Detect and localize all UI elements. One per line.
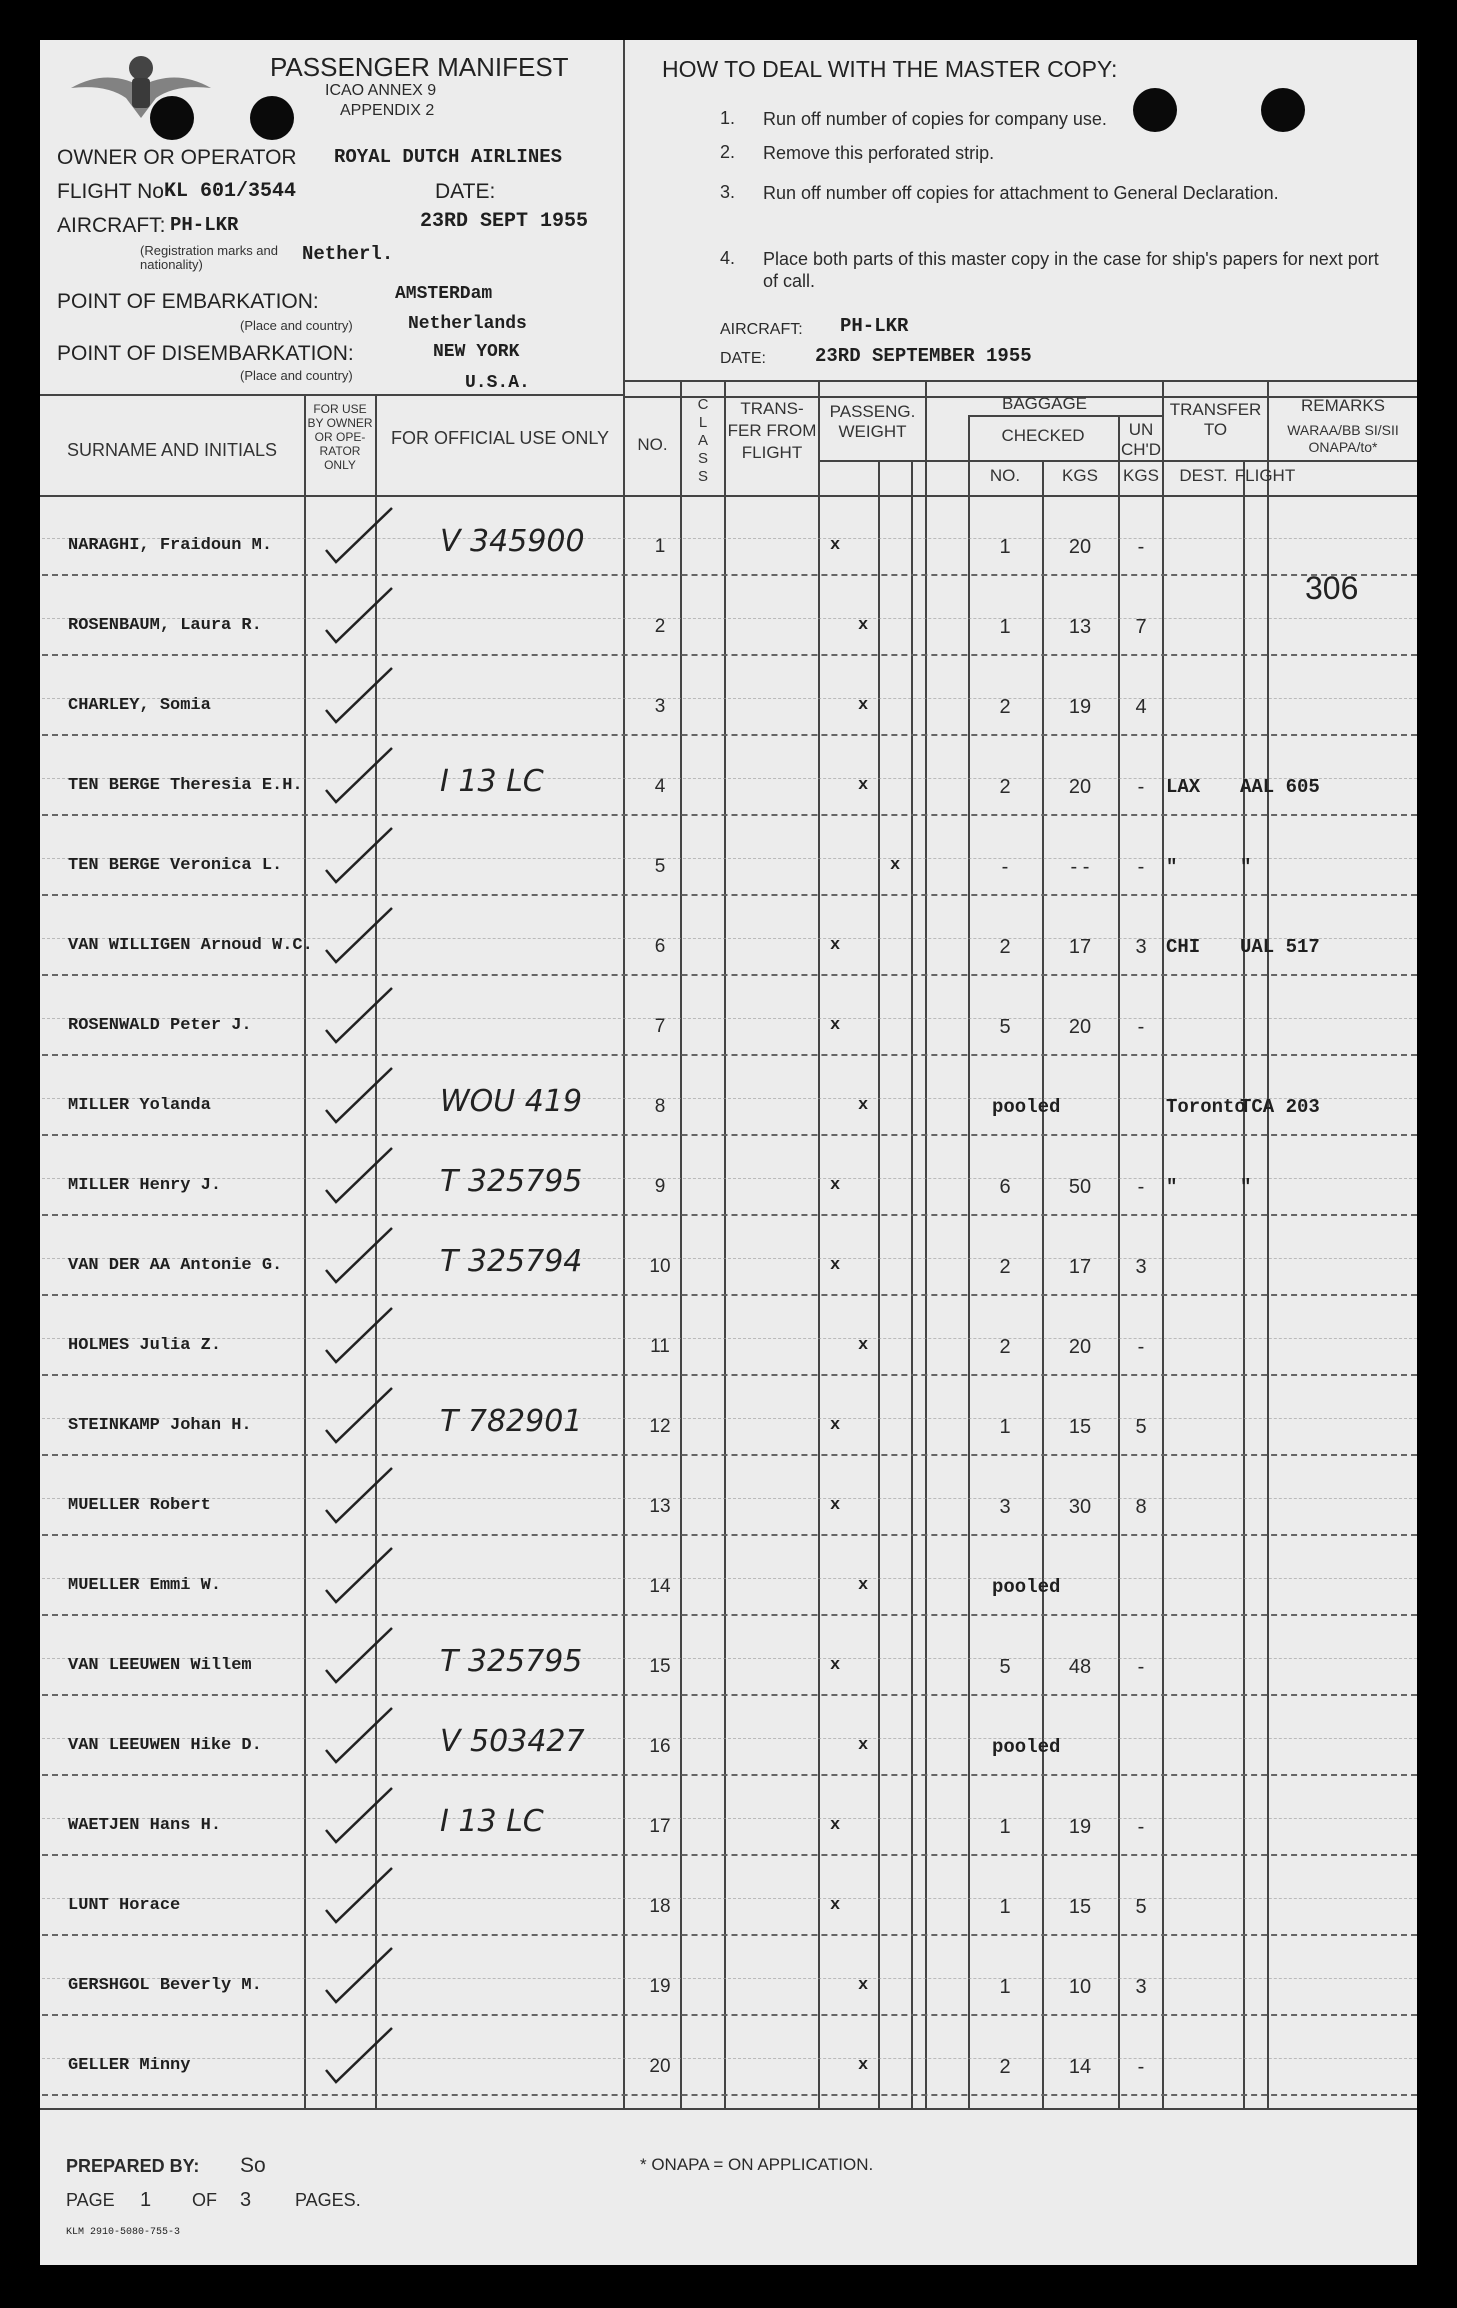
unchecked-kgs: 5 — [1135, 1896, 1147, 1918]
form-code: KLM 2910-5080-755-3 — [66, 2227, 181, 2238]
passenger-name: WAETJEN Hans H. — [68, 1816, 222, 1835]
row-number: 7 — [654, 1016, 666, 1037]
column-divider — [1243, 460, 1245, 2108]
header-passeng-weight: PASSENG. WEIGHT — [829, 402, 916, 441]
disembarkation-country: U.S.A. — [465, 373, 530, 393]
official-entry: I 13 LC — [440, 764, 544, 799]
transfer-flight: UAL 517 — [1240, 936, 1320, 958]
row-number: 10 — [649, 1256, 671, 1277]
of-label: OF — [192, 2190, 217, 2210]
unchecked-kgs: 8 — [1135, 1496, 1147, 1518]
unchecked-kgs: 3 — [1135, 1256, 1147, 1278]
baggage-no: 1 — [999, 1816, 1011, 1838]
passenger-name: LUNT Horace — [68, 1896, 181, 1915]
baggage-no: 1 — [999, 616, 1011, 638]
official-entry: V 345900 — [440, 524, 585, 559]
baggage-kgs: 15 — [1068, 1416, 1092, 1438]
check-mark-icon — [320, 1702, 410, 1772]
baggage-kgs: 48 — [1068, 1656, 1092, 1678]
check-mark-icon — [320, 2022, 410, 2092]
embarkation-value: AMSTERDam — [395, 284, 493, 304]
column-divider — [304, 396, 306, 2108]
check-mark-icon — [320, 1302, 410, 1372]
pages-label: PAGES. — [295, 2190, 361, 2210]
header-checked-no: NO. — [989, 466, 1021, 485]
passenger-name: TEN BERGE Veronica L. — [68, 856, 283, 875]
column-divider — [680, 380, 682, 2108]
passenger-name: NARAGHI, Fraidoun M. — [68, 536, 273, 555]
header-transfer-from: TRANS-FER FROM FLIGHT — [727, 399, 817, 462]
weight-mark: x — [858, 696, 869, 715]
official-entry: T 325795 — [440, 1644, 583, 1679]
passenger-name: VAN WILLIGEN Arnoud W.C. — [68, 936, 313, 955]
weight-mark: x — [830, 1416, 841, 1435]
check-mark-icon — [320, 1942, 410, 2012]
header-no: NO. — [637, 435, 668, 454]
transfer-dest: " — [1166, 1176, 1178, 1198]
unchecked-kgs: 3 — [1135, 936, 1147, 958]
stamp-number: 306 — [1305, 570, 1359, 606]
row-divider — [42, 734, 1417, 736]
manifest-page — [40, 40, 1417, 2265]
passenger-name: MUELLER Emmi W. — [68, 1576, 222, 1595]
row-number: 4 — [654, 776, 666, 797]
check-mark-icon — [320, 1142, 410, 1212]
header-official: FOR OFFICIAL USE ONLY — [390, 428, 610, 448]
row-divider — [42, 1454, 1417, 1456]
row-divider — [42, 814, 1417, 816]
weight-mark: x — [858, 1976, 869, 1995]
embarkation-label: POINT OF EMBARKATION: — [57, 290, 319, 313]
check-mark-icon — [320, 1382, 410, 1452]
check-mark-icon — [320, 662, 410, 732]
baggage-pooled: pooled — [992, 1096, 1061, 1118]
unchecked-kgs: - — [1137, 776, 1145, 798]
header-unchd-kgs: KGS — [1123, 466, 1159, 485]
weight-mark: x — [858, 1736, 869, 1755]
instruction-text: Run off number off copies for attachment to General Declaration. — [763, 183, 1279, 203]
column-divider — [818, 380, 820, 2108]
baggage-pooled: pooled — [992, 1736, 1061, 1758]
column-divider — [623, 380, 625, 2108]
place-country-note-2: (Place and country) — [240, 368, 353, 383]
row-divider — [42, 1134, 1417, 1136]
column-divider — [925, 380, 927, 2108]
official-entry: V 503427 — [440, 1724, 585, 1759]
check-mark-icon — [320, 822, 410, 892]
weight-mark: x — [858, 1096, 869, 1115]
baggage-pooled: pooled — [992, 1576, 1061, 1598]
transfer-dest: LAX — [1166, 776, 1201, 798]
row-divider — [42, 1774, 1417, 1776]
baggage-no: 3 — [999, 1496, 1011, 1518]
header-owner-use: FOR USE BY OWNER OR OPE-RATOR ONLY — [307, 402, 373, 472]
weight-mark: x — [830, 1176, 841, 1195]
official-entry: T 325794 — [440, 1244, 583, 1279]
check-mark-icon — [320, 1862, 410, 1932]
passenger-name: MUELLER Robert — [68, 1496, 211, 1515]
weight-mark: x — [890, 856, 901, 875]
registration-note: (Registration marks and nationality) — [140, 243, 278, 272]
check-mark-icon — [320, 902, 410, 972]
prepared-by-label: PREPARED BY: — [66, 2156, 200, 2176]
row-guide — [42, 1818, 1417, 1819]
row-guide — [42, 1498, 1417, 1499]
passenger-name: CHARLEY, Somia — [68, 696, 211, 715]
baggage-no: 2 — [999, 1256, 1011, 1278]
disembarkation-value: NEW YORK — [433, 342, 520, 362]
weight-mark: x — [830, 1896, 841, 1915]
baggage-no: 2 — [999, 2056, 1011, 2078]
official-entry: I 13 LC — [440, 1804, 544, 1839]
baggage-kgs: 19 — [1068, 1816, 1092, 1838]
baggage-no: - — [1001, 856, 1009, 878]
row-divider — [42, 1934, 1417, 1936]
passenger-name: VAN LEEUWEN Willem — [68, 1656, 252, 1675]
right-date-label: DATE: — [720, 350, 766, 367]
passenger-name: ROSENWALD Peter J. — [68, 1016, 252, 1035]
baggage-kgs: 17 — [1068, 936, 1092, 958]
row-divider — [42, 1614, 1417, 1616]
prepared-by-value: So — [240, 2154, 266, 2177]
unchecked-kgs: - — [1137, 856, 1145, 878]
passenger-name: ROSENBAUM, Laura R. — [68, 616, 262, 635]
row-number: 6 — [654, 936, 666, 957]
row-divider — [42, 1534, 1417, 1536]
column-divider — [1162, 380, 1164, 2108]
aircraft-label: AIRCRAFT: — [57, 214, 166, 237]
weight-mark: x — [830, 536, 841, 555]
header-checked-kgs: KGS — [1062, 466, 1098, 485]
unchecked-kgs: 5 — [1135, 1416, 1147, 1438]
check-mark-icon — [320, 1622, 410, 1692]
baggage-kgs: 10 — [1068, 1976, 1092, 1998]
nationality-value: Netherl. — [302, 243, 394, 265]
date-label: DATE: — [435, 180, 496, 203]
row-guide — [42, 1898, 1417, 1899]
weight-mark: x — [830, 1496, 841, 1515]
baggage-kgs: 15 — [1068, 1896, 1092, 1918]
row-number: 11 — [650, 1336, 670, 1357]
official-entry: WOU 419 — [440, 1084, 583, 1119]
column-divider — [911, 460, 913, 2108]
check-mark-icon — [320, 502, 410, 572]
header-remarks-sub: WARAA/BB SI/SII ONAPA/to* — [1287, 422, 1399, 455]
baggage-kgs: 50 — [1068, 1176, 1092, 1198]
row-number: 2 — [654, 616, 666, 637]
baggage-no: 2 — [999, 936, 1011, 958]
weight-mark: x — [830, 1816, 841, 1835]
row-number: 1 — [654, 536, 666, 557]
row-divider — [42, 574, 1417, 576]
row-number: 3 — [654, 696, 666, 717]
right-aircraft-value: PH-LKR — [840, 315, 909, 337]
weight-mark: x — [830, 1016, 841, 1035]
baggage-kgs: 14 — [1068, 2056, 1092, 2078]
row-guide — [42, 1578, 1417, 1579]
instruction-text: Run off number of copies for company use. — [763, 109, 1107, 129]
passenger-name: GELLER Minny — [68, 2056, 191, 2075]
baggage-kgs: 30 — [1068, 1496, 1092, 1518]
check-mark-icon — [320, 982, 410, 1052]
flight-value: KL 601/3544 — [164, 180, 297, 203]
column-divider — [878, 460, 880, 2108]
date-value: 23RD SEPT 1955 — [420, 210, 589, 233]
row-divider — [42, 1294, 1417, 1296]
weight-mark: x — [858, 1576, 869, 1595]
baggage-kgs: - - — [1070, 856, 1090, 878]
baggage-kgs: 20 — [1068, 1336, 1092, 1358]
passenger-name: TEN BERGE Theresia E.H. — [68, 776, 303, 795]
baggage-kgs: 13 — [1068, 616, 1092, 638]
instruction-text: Remove this perforated strip. — [763, 143, 995, 163]
weight-mark: x — [830, 936, 841, 955]
transfer-dest: CHI — [1166, 936, 1201, 958]
unchecked-kgs: - — [1137, 2056, 1145, 2078]
baggage-no: 5 — [999, 1016, 1011, 1038]
table-header-bottom-rule — [40, 495, 1417, 497]
table-bottom-rule — [40, 2108, 1417, 2110]
baggage-no: 1 — [999, 536, 1011, 558]
transfer-flight: " — [1240, 856, 1252, 878]
row-number: 12 — [649, 1416, 671, 1437]
baggage-no: 2 — [999, 696, 1011, 718]
weight-mark: x — [858, 2056, 869, 2075]
disembarkation-label: POINT OF DISEMBARKATION: — [57, 342, 354, 365]
column-divider — [724, 380, 726, 2108]
unchecked-kgs: 3 — [1135, 1976, 1147, 1998]
baggage-no: 2 — [999, 776, 1011, 798]
owner-label: OWNER OR OPERATOR — [57, 146, 297, 169]
row-number: 16 — [649, 1736, 671, 1757]
baggage-no: 2 — [999, 1336, 1011, 1358]
row-divider — [42, 1694, 1417, 1696]
row-number: 9 — [654, 1176, 666, 1197]
header-baggage: BAGGAGE — [1001, 394, 1088, 413]
row-number: 18 — [649, 1896, 671, 1917]
transfer-dest: Toronto — [1166, 1096, 1246, 1118]
check-mark-icon — [320, 1062, 410, 1132]
unchecked-kgs: - — [1137, 1816, 1145, 1838]
header-checked: CHECKED — [1001, 426, 1085, 445]
row-number: 5 — [654, 856, 666, 877]
column-divider — [1267, 380, 1269, 2108]
passenger-name: STEINKAMP Johan H. — [68, 1416, 252, 1435]
place-country-note: (Place and country) — [240, 318, 353, 333]
baggage-sub-rule — [968, 415, 1162, 417]
row-guide — [42, 1178, 1417, 1179]
header-transfer-to: TRANSFER TO — [1169, 400, 1262, 439]
icao-annex: ICAO ANNEX 9 — [325, 82, 437, 99]
header-dest: DEST. — [1179, 466, 1228, 485]
row-divider — [42, 894, 1417, 896]
passenger-name: HOLMES Julia Z. — [68, 1336, 222, 1355]
row-number: 15 — [649, 1656, 671, 1677]
unchecked-kgs: 4 — [1135, 696, 1147, 718]
passenger-name: VAN DER AA Antonie G. — [68, 1256, 283, 1275]
baggage-no: 1 — [999, 1896, 1011, 1918]
sub-header-rule — [818, 460, 1417, 462]
check-mark-icon — [320, 1222, 410, 1292]
header-unchd: UN CH'D — [1120, 420, 1162, 459]
flight-label: FLIGHT No — [57, 180, 164, 203]
page-label: PAGE — [66, 2190, 115, 2210]
page-value: 1 — [140, 2189, 152, 2211]
transfer-dest: " — [1166, 856, 1178, 878]
unchecked-kgs: - — [1137, 536, 1145, 558]
baggage-no: 5 — [999, 1656, 1011, 1678]
official-entry: T 325795 — [440, 1164, 583, 1199]
baggage-kgs: 17 — [1068, 1256, 1092, 1278]
instruction-number: 3. — [720, 182, 736, 202]
baggage-no: 1 — [999, 1416, 1011, 1438]
check-mark-icon — [320, 582, 410, 652]
unchecked-kgs: - — [1137, 1176, 1145, 1198]
aircraft-value: PH-LKR — [170, 214, 239, 236]
weight-mark: x — [858, 1336, 869, 1355]
baggage-kgs: 20 — [1068, 1016, 1092, 1038]
row-divider — [42, 2014, 1417, 2016]
row-guide — [42, 698, 1417, 699]
transfer-flight: TCA 203 — [1240, 1096, 1320, 1118]
of-value: 3 — [240, 2189, 252, 2211]
header-surname: SURNAME AND INITIALS — [66, 440, 278, 460]
row-number: 17 — [649, 1816, 671, 1837]
onapa-note: * ONAPA = ON APPLICATION. — [640, 2155, 874, 2174]
row-number: 14 — [649, 1576, 671, 1597]
check-mark-icon — [320, 742, 410, 812]
weight-mark: x — [830, 1256, 841, 1275]
passenger-table — [40, 40, 1417, 2265]
unchecked-kgs: - — [1137, 1336, 1145, 1358]
row-divider — [42, 1214, 1417, 1216]
baggage-kgs: 19 — [1068, 696, 1092, 718]
row-divider — [42, 1854, 1417, 1856]
header-remarks: REMARKS — [1300, 396, 1386, 415]
transfer-flight: " — [1240, 1176, 1252, 1198]
instructions-title: HOW TO DEAL WITH THE MASTER COPY: — [662, 56, 1118, 82]
weight-mark: x — [830, 1656, 841, 1675]
owner-value: ROYAL DUTCH AIRLINES — [334, 146, 563, 168]
row-divider — [42, 1374, 1417, 1376]
instruction-number: 4. — [720, 248, 736, 268]
right-aircraft-label: AIRCRAFT: — [720, 321, 803, 338]
row-number: 8 — [654, 1096, 666, 1117]
row-divider — [42, 974, 1417, 976]
row-divider — [42, 2094, 1417, 2096]
row-number: 19 — [649, 1976, 671, 1997]
official-entry: T 782901 — [440, 1404, 583, 1439]
passenger-name: MILLER Henry J. — [68, 1176, 222, 1195]
row-number: 20 — [649, 2056, 671, 2077]
baggage-kgs: 20 — [1068, 536, 1092, 558]
unchecked-kgs: 7 — [1135, 616, 1147, 638]
header-flight-label: FLIGHT — [1234, 466, 1296, 485]
baggage-kgs: 20 — [1068, 776, 1092, 798]
check-mark-icon — [320, 1542, 410, 1612]
passenger-name: VAN LEEUWEN Hike D. — [68, 1736, 262, 1755]
check-mark-icon — [320, 1782, 410, 1852]
instruction-number: 2. — [720, 142, 736, 162]
row-number: 13 — [649, 1496, 671, 1517]
right-date-value: 23RD SEPTEMBER 1955 — [815, 345, 1032, 367]
weight-mark: x — [858, 776, 869, 795]
instruction-number: 1. — [720, 108, 736, 128]
header-class: CLASS — [697, 396, 709, 485]
baggage-no: 1 — [999, 1976, 1011, 1998]
row-divider — [42, 654, 1417, 656]
transfer-flight: AAL 605 — [1240, 776, 1320, 798]
appendix: APPENDIX 2 — [340, 102, 435, 119]
passenger-name: MILLER Yolanda — [68, 1096, 211, 1115]
manifest-title: PASSENGER MANIFEST — [270, 52, 569, 82]
unchecked-kgs: - — [1137, 1656, 1145, 1678]
baggage-no: 6 — [999, 1176, 1011, 1198]
check-mark-icon — [320, 1462, 410, 1532]
row-guide — [42, 2058, 1417, 2059]
row-divider — [42, 1054, 1417, 1056]
embarkation-country: Netherlands — [408, 314, 527, 334]
row-guide — [42, 1338, 1417, 1339]
passenger-name: GERSHGOL Beverly M. — [68, 1976, 262, 1995]
instruction-text: Place both parts of this master copy in the case for ship's papers for next port of call. — [763, 249, 1379, 291]
weight-mark: x — [858, 616, 869, 635]
unchecked-kgs: - — [1137, 1016, 1145, 1038]
